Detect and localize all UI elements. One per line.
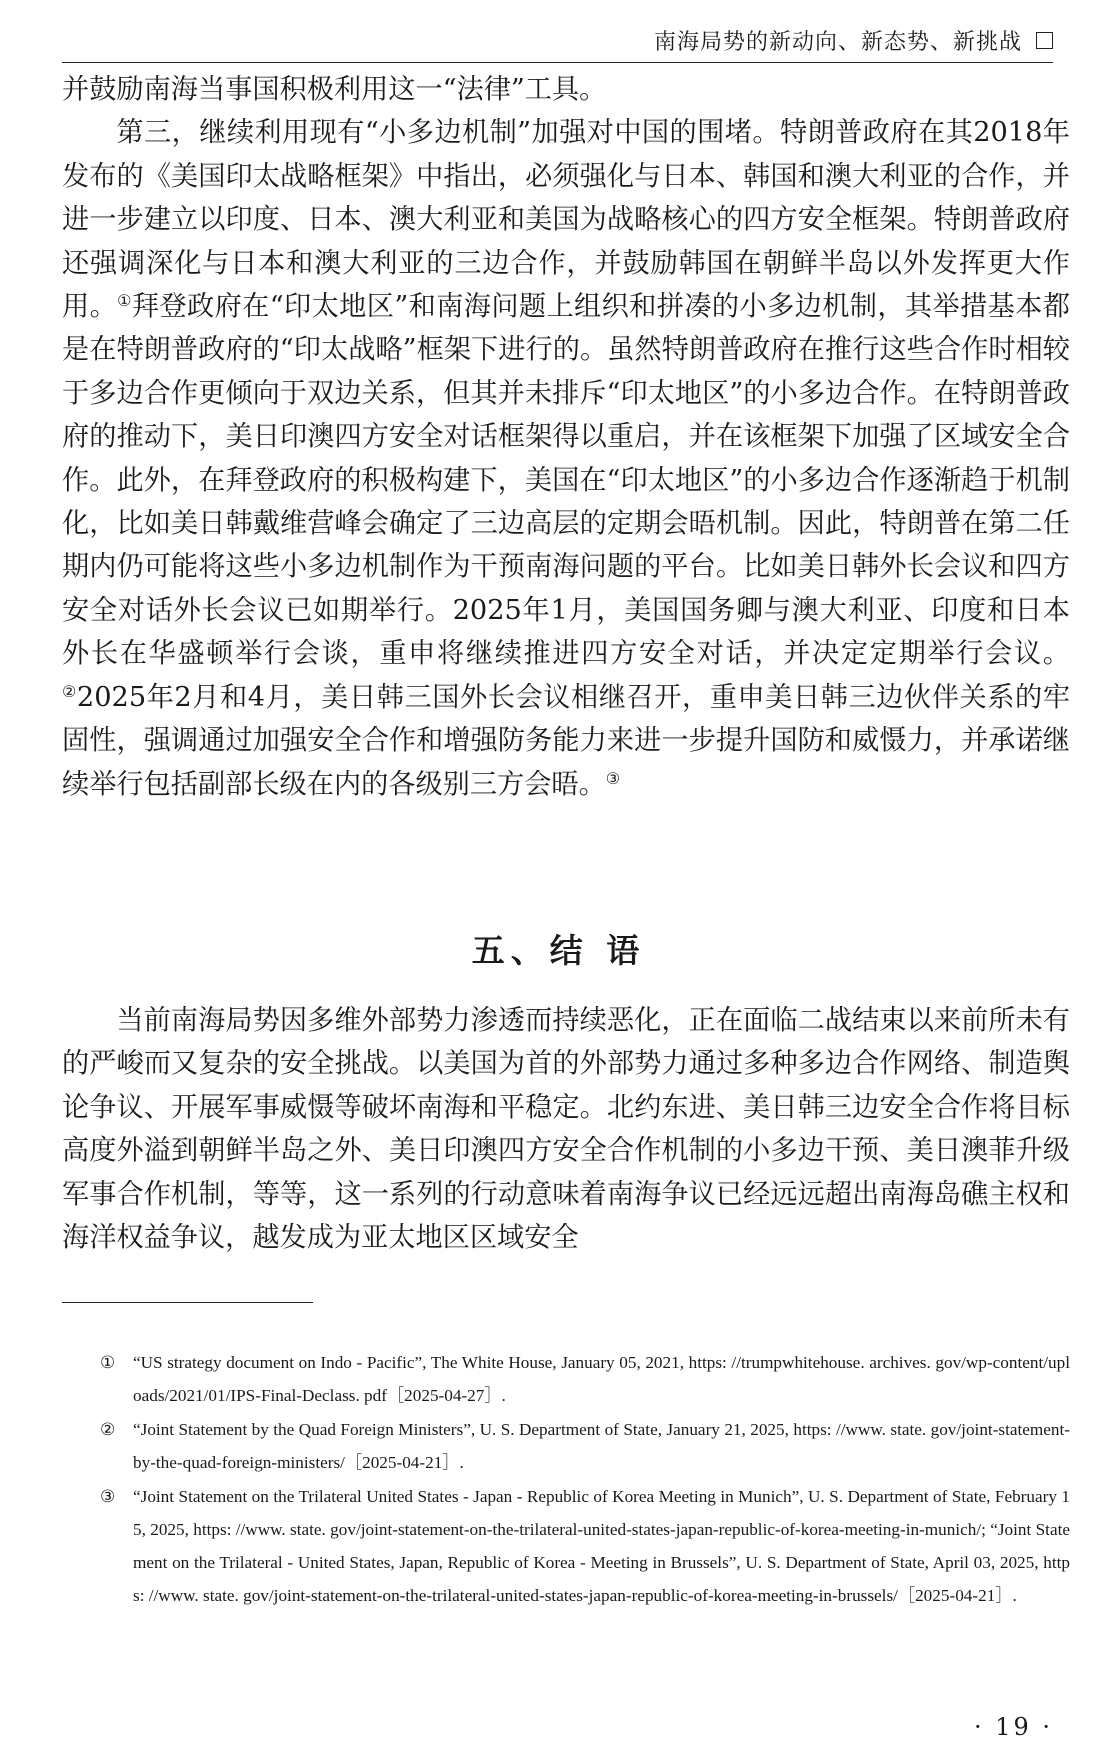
paragraph-text-part-2: 拜登政府在“印太地区”和南海问题上组织和拼凑的小多边机制，其举措基本都是在特朗普政府的“印太战略”框架下进行的。虽然特朗普政府在推行这些合作时相较于多边合作更倾向于双边关系，但其并未排斥“印太地区”的小多边合作。在特朗普政府的推动下，美日印澳四方安全对话框架得以重启，并在该框架下加强了区域安全合作。此外，在拜登政府的积极构建下，美国在“印太地区”的小多边合作逐渐趋于机制化，比如美日韩戴维营峰会确定了三边高层的定期会晤机制。因此，特朗普在第二任期内仍可能将这些小多边机制作为干预南海问题的平台。比如美日韩外长会议和四方安全对话外长会议已如期举行。2025年1月，美国国务卿与澳大利亚、印度和日本外长在华盛顿举行会谈，重申将继续推进四方安全对话，并决定定期举行会议。 — [62, 291, 1070, 670]
paragraph-text-part-3: 2025年2月和4月，美日韩三国外长会议相继召开，重申美日韩三边伙伴关系的牢固性，强调通过加强安全合作和增强防务能力来进一步提升国防和威慑力，并承诺继续举行包括副部长级在内的各级别三方会晤。 — [62, 681, 1071, 800]
footnote-ref-1[interactable]: ① — [117, 291, 132, 311]
paragraph-conclusion: 当前南海局势因多维外部势力渗透而持续恶化，正在面临二战结束以来前所未有的严峻而又复杂的安全挑战。以美国为首的外部势力通过多种多边合作网络、制造舆论争议、开展军事威慑等破坏南海和平稳定。北约东进、美日韩三边安全合作将目标高度外溢到朝鲜半岛之外、美日印澳四方安全合作机制的小多边干预、美日澳菲升级军事合作机制，等等，这一系列的行动意味着南海争议已经远远超出南海岛礁主权和海洋权益争议，越发成为亚太地区区域安全 — [62, 1005, 1070, 1254]
paragraph-text-part-1: 第三，继续利用现有“小多边机制”加强对中国的围堵。特朗普政府在其2018年发布的《美国印太战略框架》中指出，必须强化与日本、韩国和澳大利亚的合作，并进一步建立以印度、日本、澳大利亚和美国为战略核心的四方安全框架。特朗普政府还强调深化与日本和澳大利亚的三边合作，并鼓励韩国在朝鲜半岛以外发挥更大作用。 — [62, 117, 1070, 323]
footnote-mark: ② — [100, 1420, 116, 1439]
footnote-3 — [100, 1480, 1070, 1612]
square-box-icon — [1036, 32, 1053, 49]
footnote-ref-2[interactable]: ② — [62, 681, 77, 701]
section-title: 五、结 语 — [471, 931, 646, 970]
footnote-mark: ① — [100, 1353, 116, 1372]
footnote-divider — [62, 1302, 313, 1303]
running-title: 南海局势的新动向、新态势、新挑战 — [653, 29, 1022, 55]
main-body — [62, 68, 1070, 806]
footnote-text: “Joint Statement on the Trilateral United States - Japan - Republic of Korea Meeting in Munich”, U. S. Department of State, February 15, 2025, https: //www. state. gov/joint-statement-on-the-trilateral-united-states-japan-republic-of-korea-meeting-in-munich/; “Joint Statement on the Trilateral - United States, Japan, Republic of Korea - Meeting in Brussels”, U. S. Department of State, April 03, 2025, https: //www. state. gov/joint-statement-on-the-trilateral-united-states-japan-republic-of-korea-meeting-in-brussels/［2025-04-21］. — [133, 1487, 1070, 1605]
footnote-text: “US strategy document on Indo - Pacific”, The White House, January 05, 2021, https: //trumpwhitehouse. archives. gov/wp-content/uploads/2021/01/IPS-Final-Declass. pdf［2025-04-27］. — [133, 1353, 1070, 1405]
running-header — [62, 18, 1053, 63]
footnote-1 — [100, 1346, 1070, 1412]
page-number: · 19 · — [973, 1713, 1053, 1741]
footnote-ref-3[interactable]: ③ — [605, 768, 621, 788]
paragraph-small-multilateral — [62, 111, 1070, 806]
footnote-mark: ③ — [100, 1487, 116, 1506]
footnote-2 — [100, 1413, 1070, 1479]
paragraph-continuation: 并鼓励南海当事国积极利用这一“法律”工具。 — [62, 74, 607, 105]
conclusion-body — [62, 999, 1070, 1259]
footnotes — [100, 1346, 1070, 1613]
footnote-text: “Joint Statement by the Quad Foreign Ministers”, U. S. Department of State, January 21, 2025, https: //www. state. gov/joint-statement-by-the-quad-foreign-ministers/［2025-04-21］. — [133, 1420, 1070, 1472]
